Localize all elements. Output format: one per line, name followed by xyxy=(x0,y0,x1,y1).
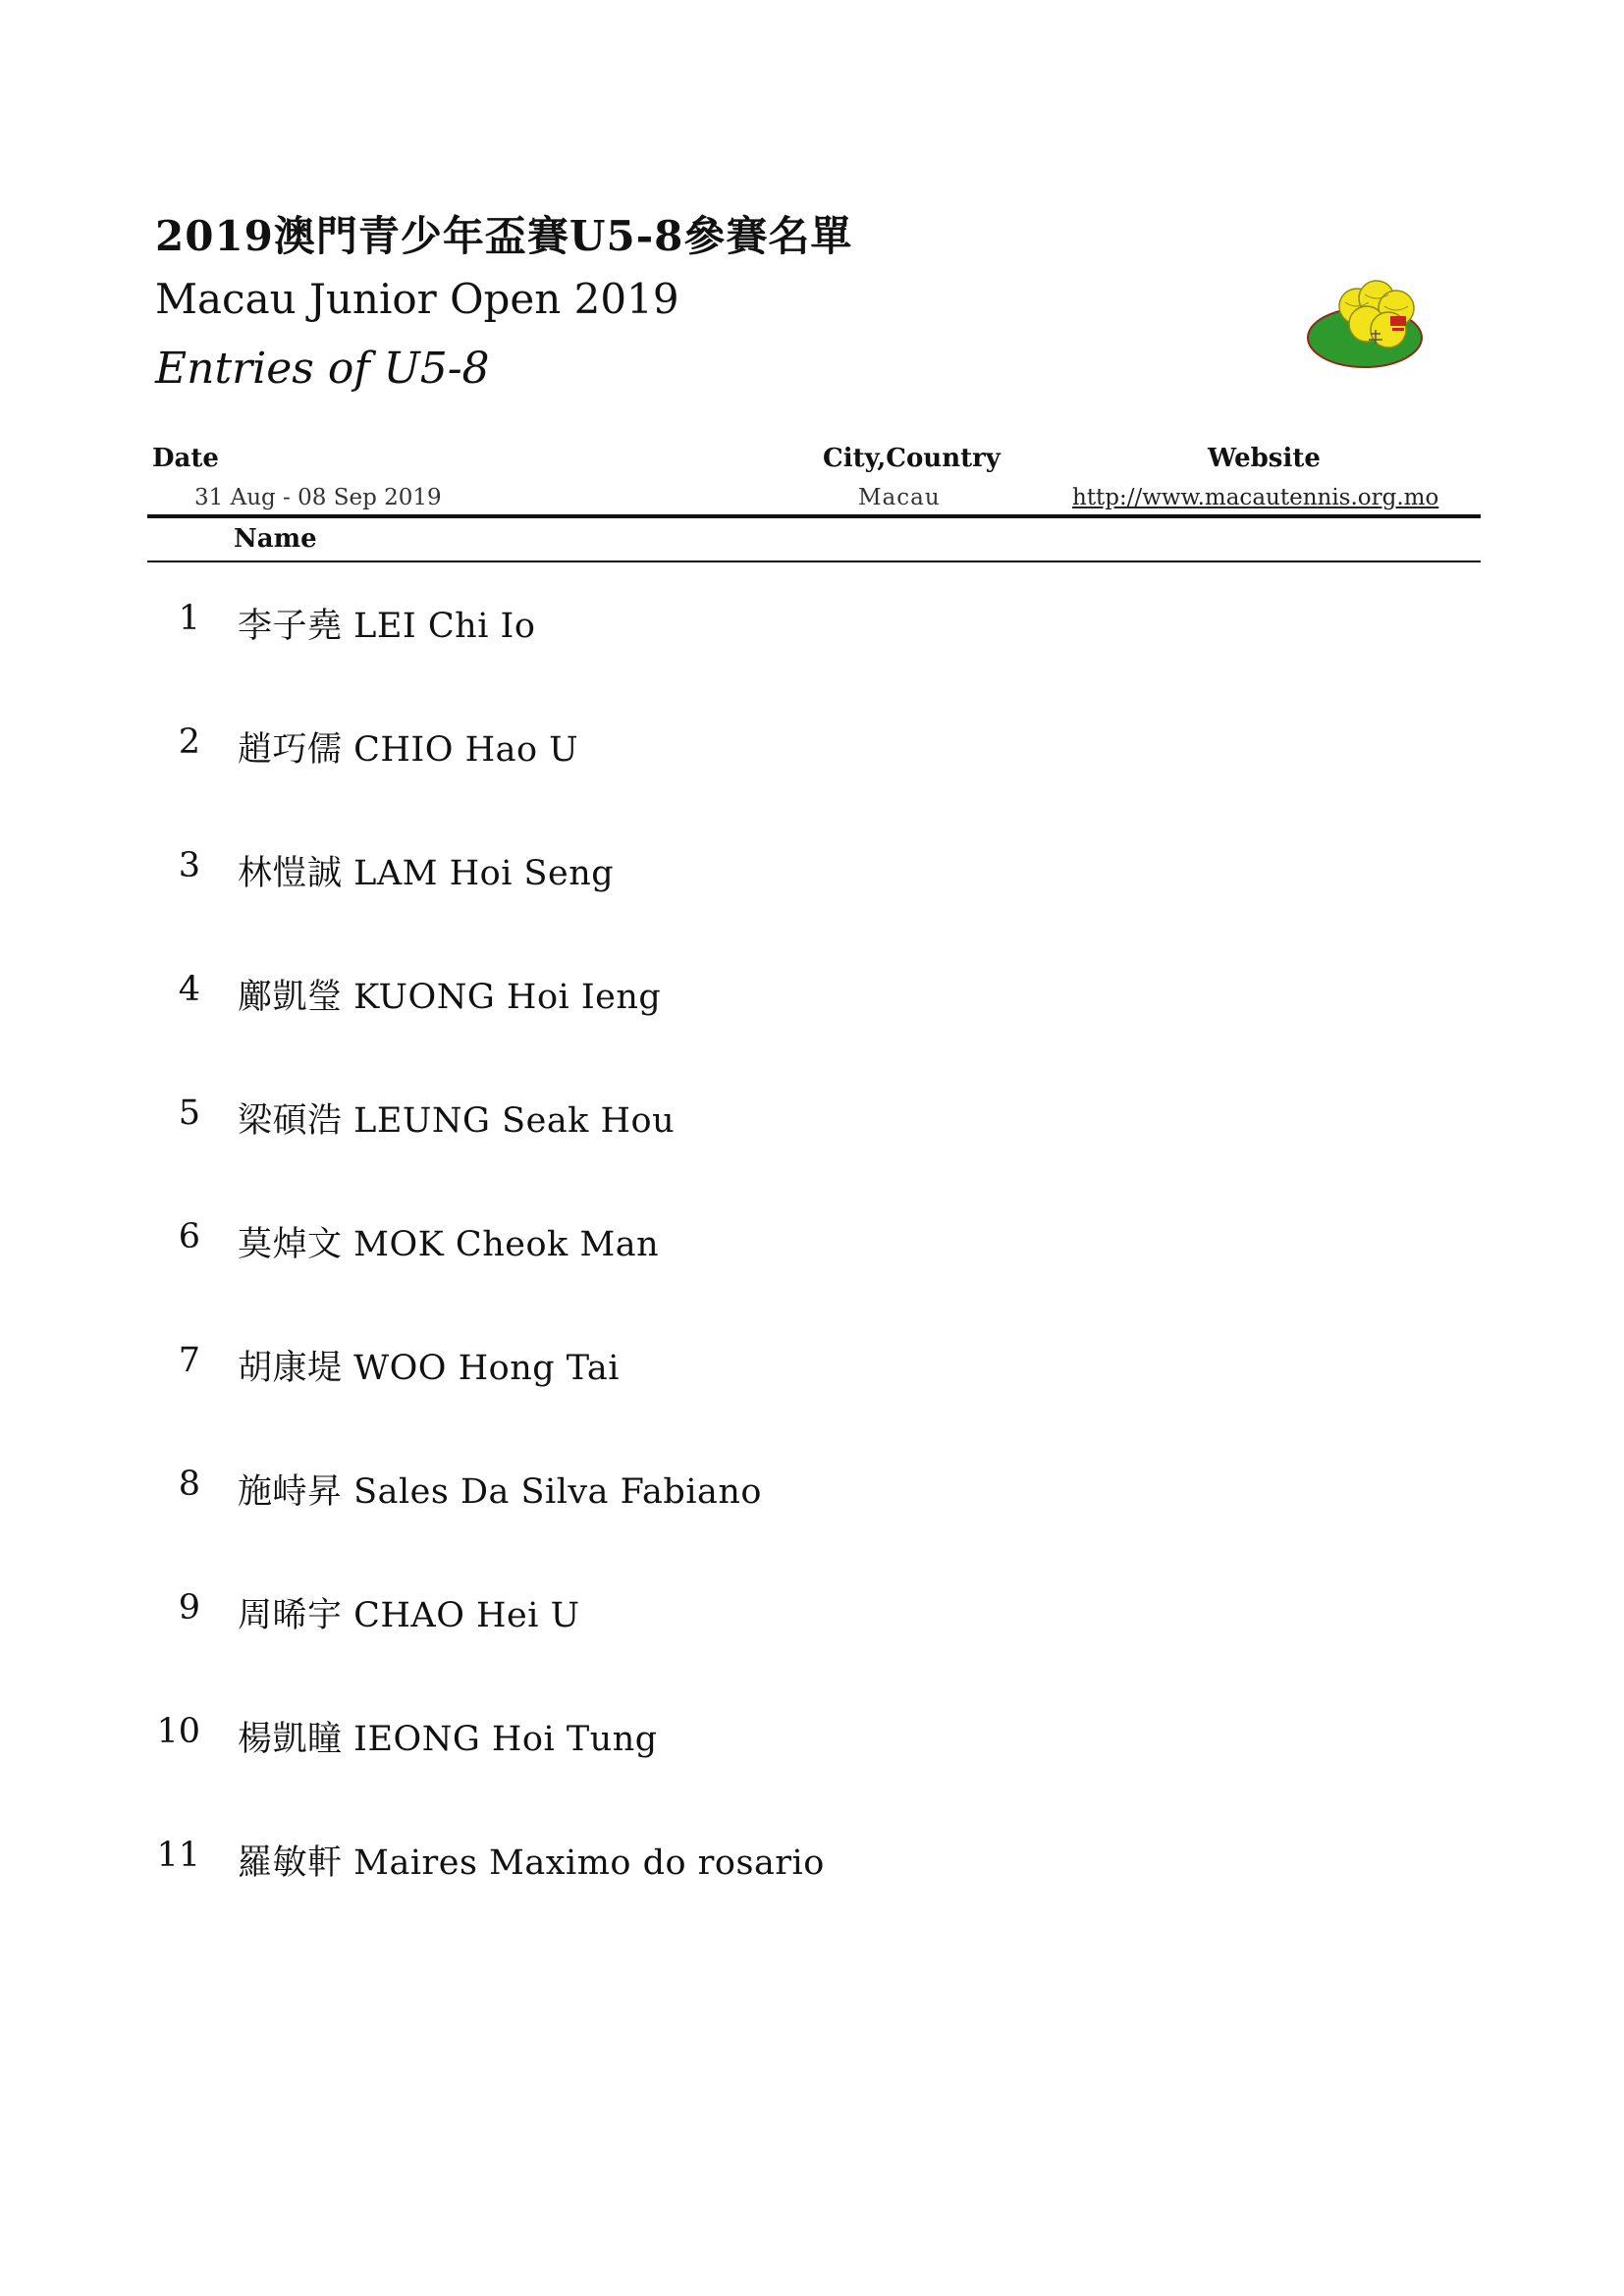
entry-name: 羅敏軒 Maires Maximo do rosario xyxy=(238,1843,825,1883)
website-label: Website xyxy=(1208,444,1321,473)
entry-name: 李子堯 LEI Chi Io xyxy=(238,607,536,646)
list-item xyxy=(147,1588,1129,1712)
page-title-chinese: 2019澳門青少年盃賽U5-8參賽名單 xyxy=(155,212,853,260)
list-item xyxy=(147,1836,1129,1959)
header-divider-thick xyxy=(147,514,1481,518)
website-link[interactable]: http://www.macautennis.org.mo xyxy=(1072,485,1439,510)
city-country-label: City,Country xyxy=(823,444,1001,473)
date-value: 31 Aug - 08 Sep 2019 xyxy=(194,485,442,510)
list-item xyxy=(147,722,1129,846)
entry-number: 6 xyxy=(178,1217,200,1256)
name-column-header: Name xyxy=(234,524,317,554)
entry-number: 9 xyxy=(178,1588,200,1628)
list-item xyxy=(147,1465,1129,1588)
list-item xyxy=(147,1712,1129,1836)
date-label: Date xyxy=(152,444,219,473)
entry-name: 施峙昇 Sales Da Silva Fabiano xyxy=(238,1472,763,1512)
entry-number: 4 xyxy=(178,970,200,1009)
city-country-value: Macau xyxy=(858,485,941,510)
list-item xyxy=(147,1341,1129,1465)
entry-name: 胡康堤 WOO Hong Tai xyxy=(238,1349,620,1388)
list-item xyxy=(147,1094,1129,1217)
entry-name: 楊凱瞳 IEONG Hoi Tung xyxy=(238,1720,658,1759)
entry-name: 周晞宇 CHAO Hei U xyxy=(238,1596,580,1635)
association-logo xyxy=(1306,277,1434,375)
entry-number: 7 xyxy=(178,1341,200,1380)
entry-name: 梁碩浩 LEUNG Seak Hou xyxy=(238,1101,676,1141)
page-subtitle: Entries of U5-8 xyxy=(155,344,490,394)
list-item xyxy=(147,1217,1129,1341)
entry-name: 趙巧儒 CHIO Hao U xyxy=(238,730,579,770)
entry-number: 1 xyxy=(178,599,200,638)
logo-red-emblem xyxy=(1390,316,1406,326)
entry-name: 莫焯文 MOK Cheok Man xyxy=(238,1225,660,1264)
entry-number: 10 xyxy=(156,1712,200,1751)
list-item xyxy=(147,846,1129,970)
entry-name: 林愷誠 LAM Hoi Seng xyxy=(238,854,615,893)
entry-name: 鄺凱瑩 KUONG Hoi Ieng xyxy=(238,978,662,1017)
entries-list xyxy=(147,599,1129,1959)
list-item xyxy=(147,970,1129,1094)
page-title-english: Macau Junior Open 2019 xyxy=(155,275,679,323)
entry-number: 3 xyxy=(178,846,200,885)
entry-number: 2 xyxy=(178,722,200,762)
entry-number: 5 xyxy=(178,1094,200,1133)
header-divider-thin xyxy=(147,561,1481,562)
list-item xyxy=(147,599,1129,722)
entry-number: 11 xyxy=(156,1836,200,1875)
entry-number: 8 xyxy=(178,1465,200,1504)
